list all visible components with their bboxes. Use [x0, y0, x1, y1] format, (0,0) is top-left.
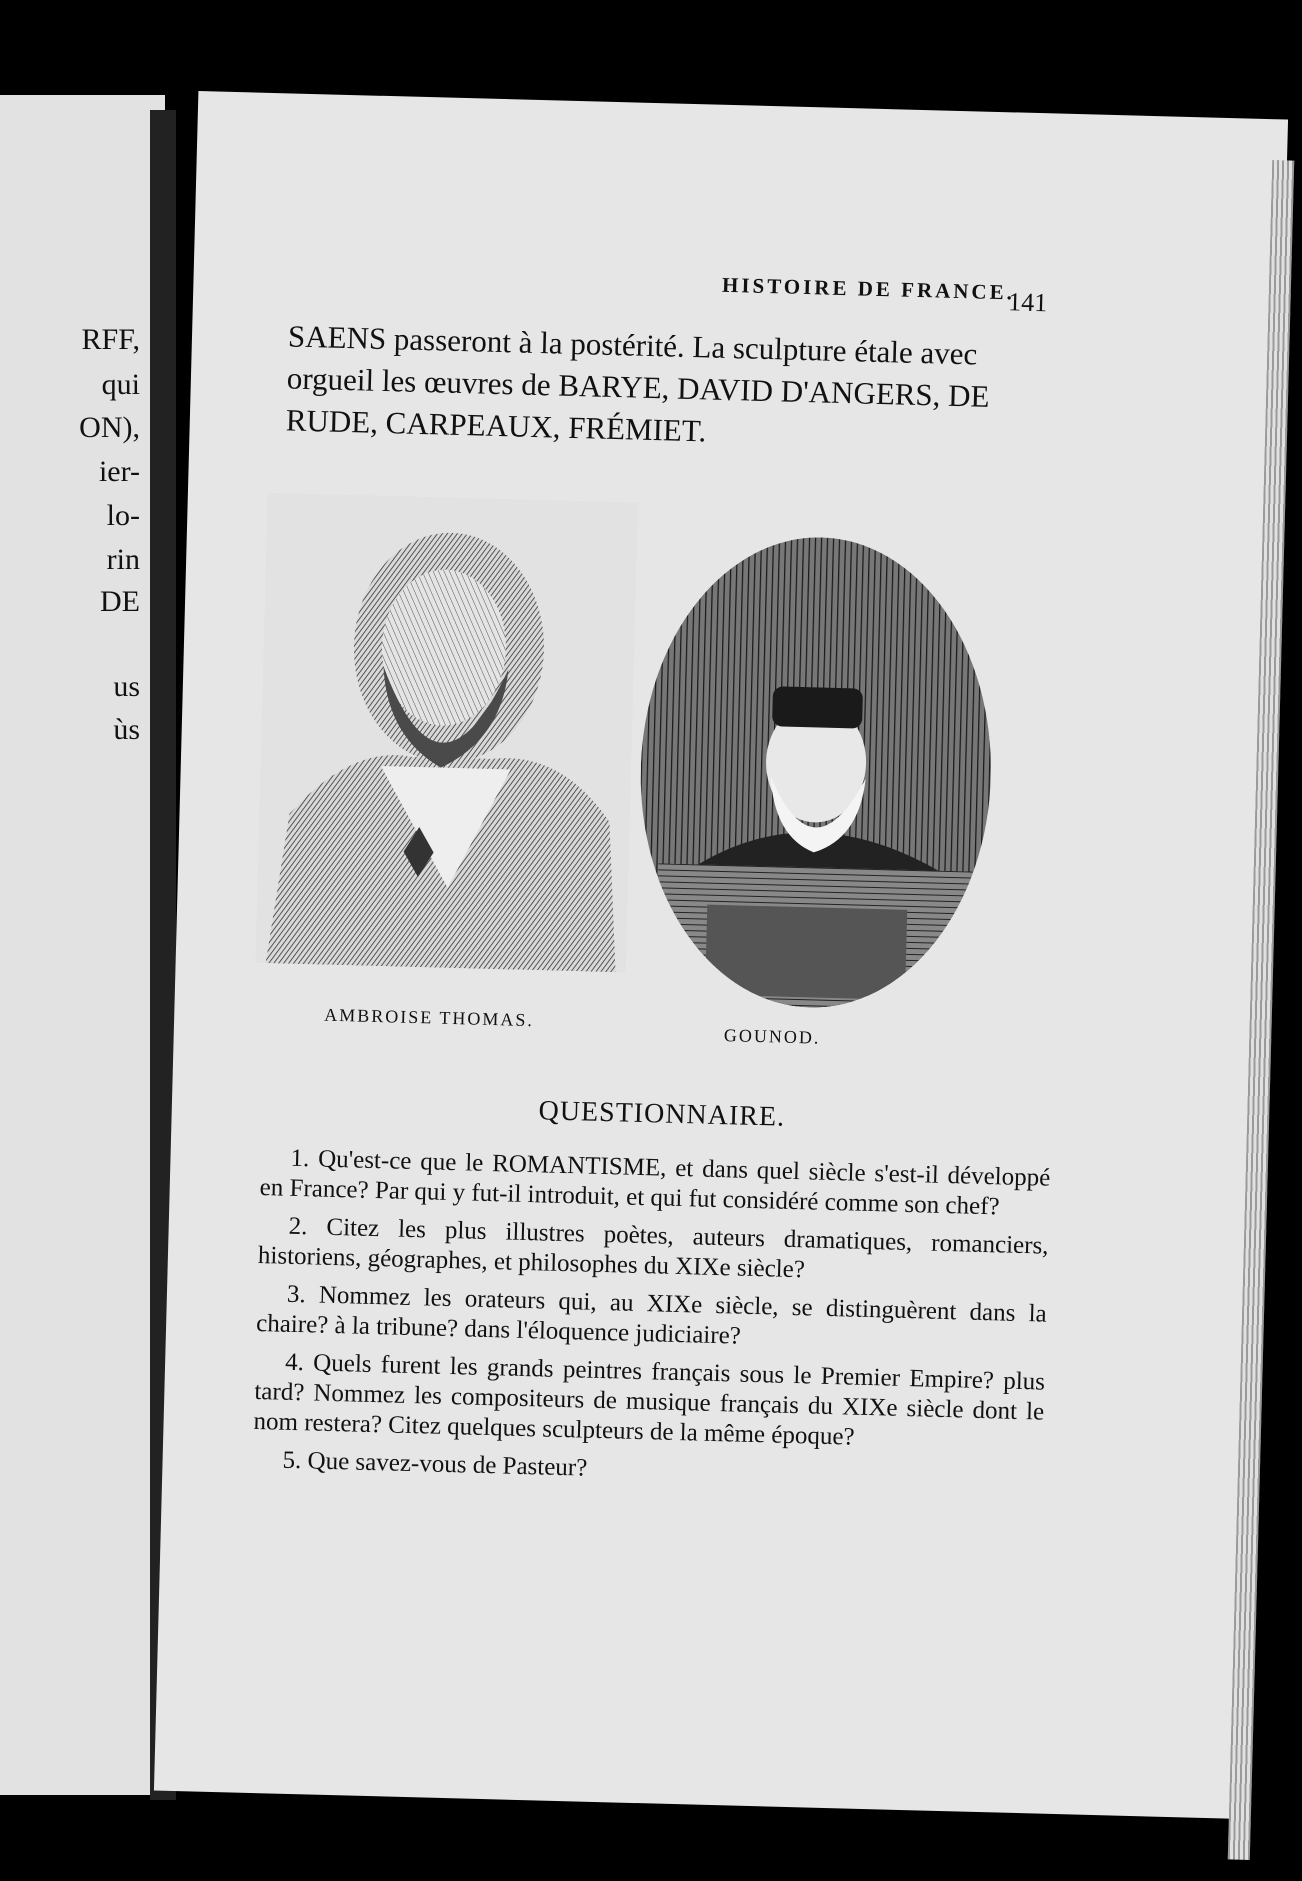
portrait-caption: GOUNOD.	[723, 1025, 821, 1048]
question-item: 5. Que savez-vous de Pasteur?	[282, 1446, 588, 1482]
book-page	[154, 91, 1288, 1819]
question-item: 4. Quels furent les grands peintres français sous le Premier Empire? plus tard? Nommez les compositeurs de musique français du XIXe siècle dont le nom restera? Citez quelques sculpteurs de la même époque?	[253, 1348, 1046, 1451]
questionnaire-title: QUESTIONNAIRE.	[538, 1095, 786, 1133]
engraving-illustration	[635, 533, 997, 1012]
intro-text: SAENS passeront à la postérité. La sculpture étale avec orgueil les œuvres de BARYE, DAVID D'ANGERS, DE RUDE, CARPEAUX, FRÉMIET.	[285, 318, 990, 449]
page-number: 141	[1007, 287, 1048, 318]
left-page-fragment: RFF,	[81, 323, 140, 356]
engraving-illustration	[256, 493, 638, 973]
left-page-fragment: qui	[101, 368, 140, 401]
left-page-fragment: ier-	[98, 455, 140, 488]
left-page-fragment: ùs	[113, 713, 140, 746]
question-item: 1. Qu'est-ce que le ROMANTISME, et dans quel siècle s'est-il développé en France? Par qui y fut-il introduit, et qui fut considéré comme son chef?	[259, 1144, 1051, 1221]
running-header: HISTOIRE DE FRANCE.	[721, 272, 1016, 305]
left-page-fragment: rin	[106, 543, 140, 576]
questionnaire-list	[252, 1143, 1051, 1504]
question-item: 3. Nommez les orateurs qui, au XIXe siècle, se distinguèrent dans la chaire? à la tribune? dans l'éloquence judiciaire?	[255, 1280, 1048, 1350]
portrait-gounod	[635, 533, 997, 1012]
left-page	[0, 95, 165, 1795]
left-page-fragment: DE	[100, 585, 140, 618]
portrait-caption: AMBROISE THOMAS.	[324, 1004, 535, 1031]
portrait-ambroise-thomas	[256, 493, 638, 973]
left-page-fragment: ON),	[79, 411, 140, 444]
left-page-fragment: us	[113, 670, 140, 703]
intro-paragraph	[285, 315, 1028, 460]
question-item: 2. Citez les plus illustres poètes, auteurs dramatiques, romanciers, historiens, géographes, et philosophes du XIXe siècle?	[257, 1212, 1049, 1284]
left-page-fragment: lo-	[106, 499, 140, 532]
